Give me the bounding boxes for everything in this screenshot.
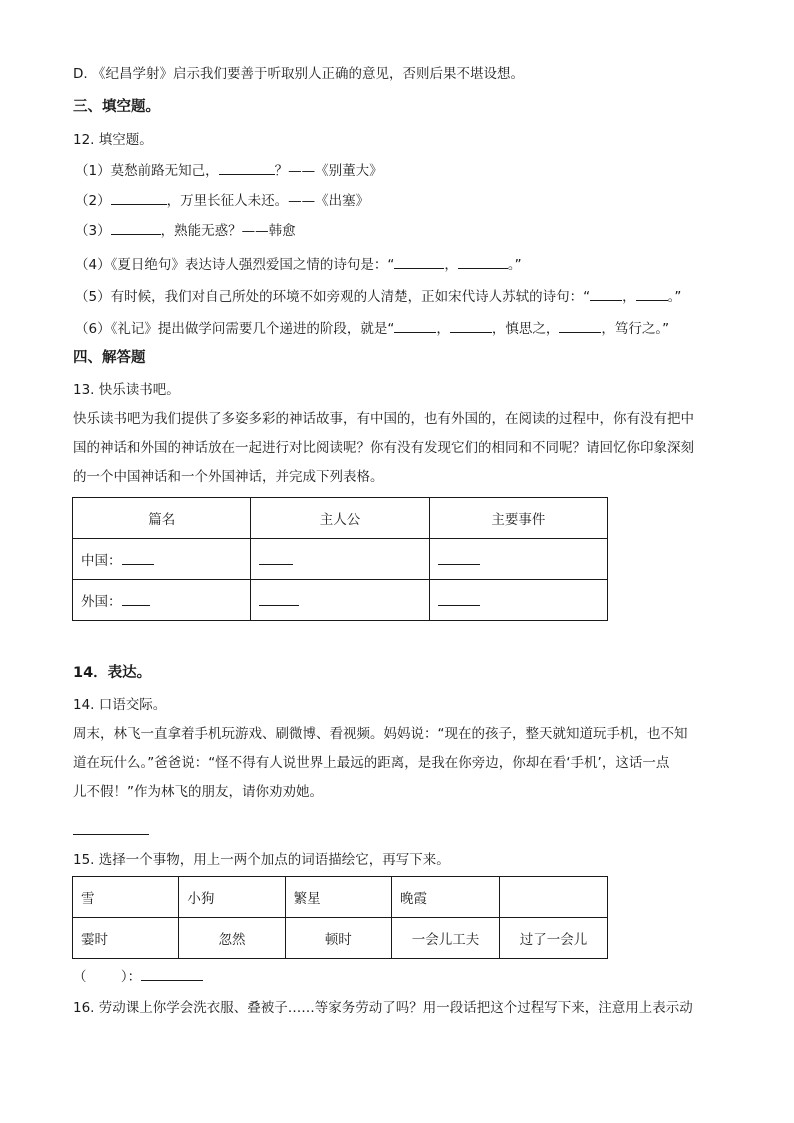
answer-blank[interactable] [636,286,668,301]
q12-item-3: （3） ，熟能无惑？——韩愈 [75,220,296,241]
q12-item-6: （6）《礼记》提出做学问需要几个递进的阶段，就是“ ， ，慎思之， ，笃行之。” [75,318,669,339]
question-15-title: 15. 选择一个事物，用上一两个加点的词语描绘它，再写下来。 [73,852,450,868]
word-cell: 顿时 [285,918,391,959]
option-d: D. 《纪昌学射》启示我们要善于听取别人正确的意见，否则后果不堪设想。 [73,66,524,82]
word-table [72,876,608,959]
table-header: 主要事件 [429,498,607,539]
word-cell: 忽然 [179,918,285,959]
word-cell: 一会儿工夫 [391,918,499,959]
table-cell [429,539,607,580]
answer-blank[interactable] [259,550,293,565]
answer-line[interactable] [73,834,149,835]
answer-blank[interactable] [219,160,275,175]
table-cell: 中国： [73,539,251,580]
table-cell [251,580,429,621]
q12-item-4: （4）《夏日绝句》表达诗人强烈爱国之情的诗句是：“ ， 。” [75,254,522,275]
q15-answer: （ ）： [73,966,203,987]
answer-blank[interactable] [111,190,167,205]
q12-item-2: （2） ，万里长征人未还。——《出塞》 [75,190,369,211]
word-cell: 霎时 [73,918,179,959]
word-cell: 晚霞 [391,877,499,918]
answer-blank[interactable] [438,550,480,565]
answer-blank[interactable] [122,550,154,565]
word-cell: 过了一会儿 [499,918,607,959]
answer-blank[interactable] [450,318,492,333]
q13-paragraph: 快乐读书吧为我们提供了多姿多彩的神话故事，有中国的，也有外国的，在阅读的过程中，你有没有把中 国的神话和外国的神话放在一起进行对比阅读呢？你有没有发现它们的相同和不同呢？请回忆你印象深刻 的一个中国神话和一个外国神话，并完成下列表格。 [73,411,694,485]
answer-blank[interactable] [394,254,444,269]
answer-blank[interactable] [559,318,601,333]
answer-blank[interactable] [122,591,150,606]
table-cell [251,539,429,580]
word-cell: 繁星 [285,877,391,918]
answer-blank[interactable] [590,286,622,301]
answer-blank[interactable] [458,254,508,269]
answer-blank[interactable] [111,220,161,235]
table-cell [429,580,607,621]
myth-comparison-table [72,497,608,621]
word-cell: 小狗 [179,877,285,918]
answer-blank[interactable] [394,318,436,333]
q12-item-1: （1）莫愁前路无知己， ？——《别董大》 [75,160,383,181]
q14-paragraph: 周末，林飞一直拿着手机玩游戏、刷微博、看视频。妈妈说：“现在的孩子，整天就知道玩手机，也不知 道在玩什么。”爸爸说：“怪不得有人说世界上最远的距离，是我在你旁边，你却在看‘手机’，这话一点 儿不假！”作为林飞的朋友，请你劝劝她。 [73,726,688,800]
word-cell: 雪 [73,877,179,918]
question-14-title: 14. 口语交际。 [73,697,167,713]
answer-blank[interactable] [438,591,480,606]
table-header: 主人公 [251,498,429,539]
answer-blank[interactable] [259,591,299,606]
answer-blank[interactable] [141,966,203,981]
table-header: 篇名 [73,498,251,539]
question-13-title: 13. 快乐读书吧。 [73,382,180,398]
section-title-answer: 四、解答题 [73,350,146,366]
section-title-fill-blank: 三、填空题。 [73,99,160,115]
question-12-title: 12. 填空题。 [73,132,153,148]
table-cell: 外国： [73,580,251,621]
question-16-text: 16. 劳动课上你学会洗衣服、叠被子……等家务劳动了吗？用一段话把这个过程写下来，注意用上表示动 [73,1000,693,1016]
question-14-heading: 14．表达。 [73,665,152,681]
q12-item-5: （5）有时候，我们对自己所处的环境不如旁观的人清楚，正如宋代诗人苏轼的诗句：“ ， 。” [75,286,681,307]
word-cell [499,877,607,918]
